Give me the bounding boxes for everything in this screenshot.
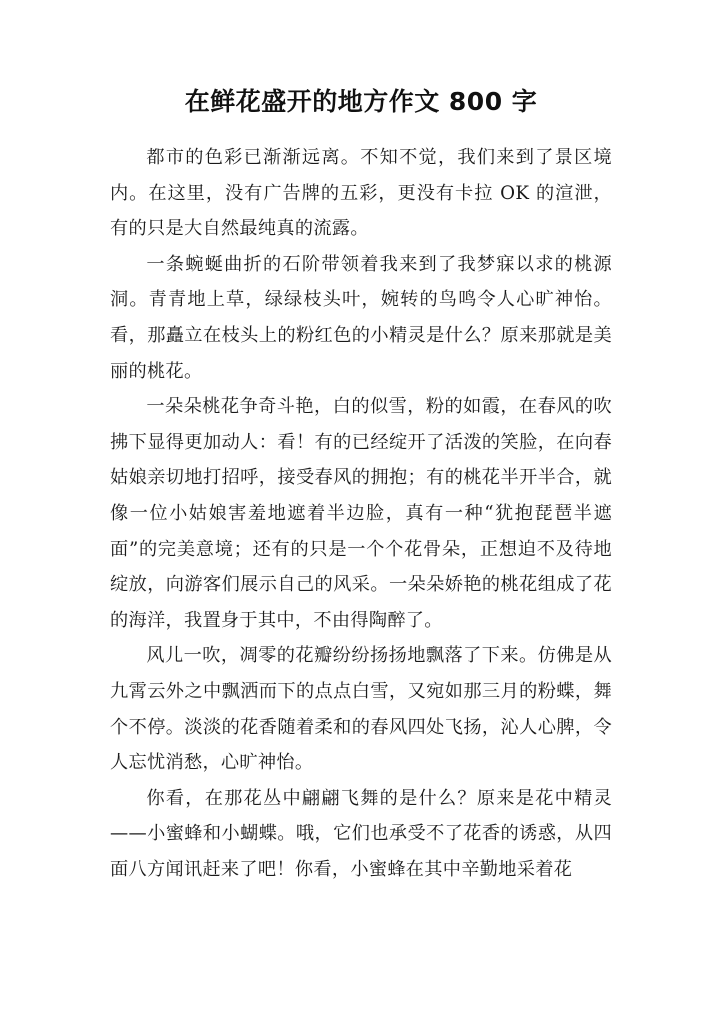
document-title: 在鲜花盛开的地方作文 800 字 — [184, 87, 538, 116]
paragraph-5: 你看，在那花丛中翩翩飞舞的是什么？原来是花中精灵——小蜜蜂和小蝴蝶。哦，它们也承受不了花香的诱惑，从四面八方闻讯赶来了吧！你看，小蜜蜂在其中辛勤地采着花 — [110, 787, 612, 880]
paragraph-2: 一条蜿蜒曲折的石阶带领着我来到了我梦寐以求的桃源洞。青青地上草，绿绿枝头叶，婉转的鸟鸣令人心旷神怡。看，那矗立在枝头上的粉红色的小精灵是什么？原来那就是美丽的桃花。 — [110, 253, 612, 382]
paragraph-1: 都市的色彩已渐渐远离。不知不觉，我们来到了景区境内。在这里，没有广告牌的五彩，更没有卡拉 OK 的渲泄，有的只是大自然最纯真的流露。 — [110, 147, 612, 240]
paragraph-3: 一朵朵桃花争奇斗艳，白的似雪，粉的如霞，在春风的吹拂下显得更加动人：看！有的已经绽开了活泼的笑脸，在向春姑娘亲切地打招呼，接受春风的拥抱；有的桃花半开半合，就像一位小姑娘害羞地遮着半边脸，真有一种“犹抱琵琶半遮面”的完美意境；还有的只是一个个花骨朵，正想迫不及待地绽放，向游客们展示自己的风采。一朵朵娇艳的桃花组成了花的海洋，我置身于其中，不由得陶醉了。 — [110, 396, 612, 631]
paragraph-4: 风儿一吹，凋零的花瓣纷纷扬扬地飘落了下来。仿佛是从九霄云外之中飘洒而下的点点白雪，又宛如那三月的粉蝶，舞个不停。淡淡的花香随着柔和的春风四处飞扬，沁人心脾，令人忘忧消愁，心旷神怡。 — [110, 645, 612, 774]
